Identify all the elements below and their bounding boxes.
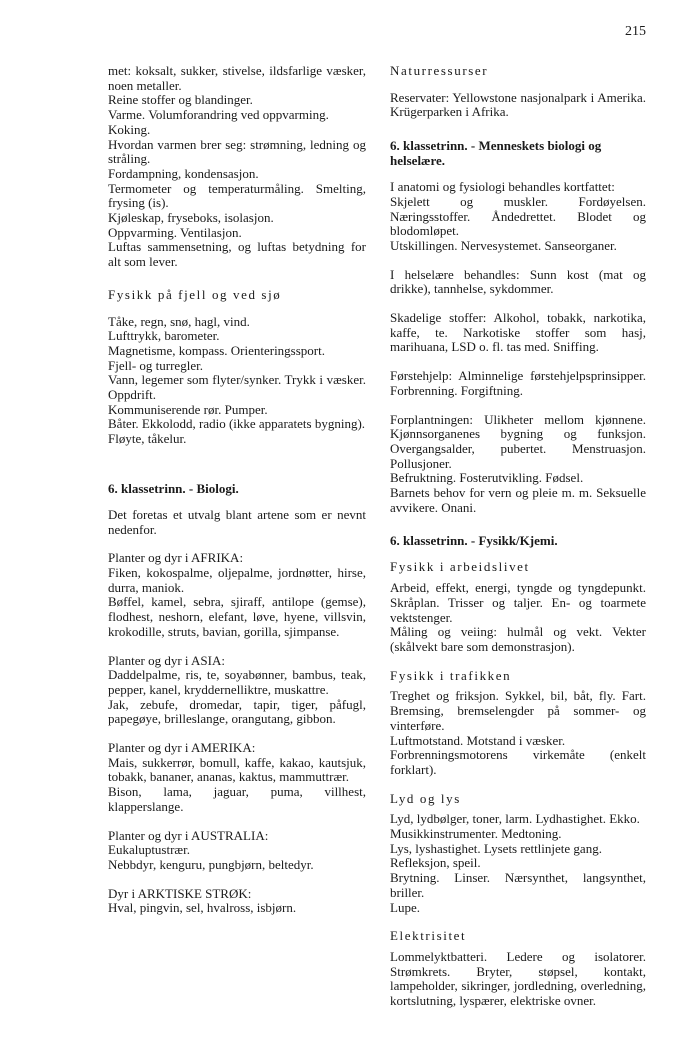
intro-line: Kjøleskap, fryseboks, isolasjon. bbox=[108, 210, 274, 226]
intro-line: Hvordan varmen brer seg: strømning, ledning og stråling. bbox=[108, 136, 366, 167]
amerika-line: Mais, sukkerrør, bomull, kaffe, kakao, kautsjuk, tobakk, bananer, ananas, kaktus, mammuttrær. bbox=[108, 754, 366, 785]
section-title-naturressurser: Naturressurser bbox=[390, 63, 489, 78]
menneskets-p5 bbox=[390, 413, 646, 516]
section-title-trafikken: Fysikk i trafikken bbox=[390, 667, 512, 683]
menneskets-p2: I helselære behandles: Sunn kost (mat og drikke), tannhelse, sykdommer. bbox=[390, 266, 646, 297]
arktiske-block bbox=[108, 887, 366, 916]
lyd-line: Lyd, lydbølger, toner, larm. Lydhastighet. Ekko. bbox=[390, 811, 640, 827]
trafikken-line: Forbrenningsmotorens virkemåte (enkelt forklart). bbox=[390, 747, 646, 777]
amerika-line: Bison, lama, jaguar, puma, villhest, klapperslange. bbox=[108, 784, 366, 814]
trafikken-line: Luftmotstand. Motstand i væsker. bbox=[390, 732, 566, 748]
elektrisitet-text: Lommelyktbatteri. Ledere og isolatorer. Strømkrets. Bryter, støpsel, kontakt, lampeholder, sikringer, jordledning, overledning, kortslutning, lyspærer, elektriske ovner. bbox=[390, 948, 646, 1009]
menneskets-p4: Førstehjelp: Alminnelige førstehjelpsprinsipper. Forbrenning. Forgiftning. bbox=[390, 368, 646, 398]
asia-block bbox=[108, 654, 366, 728]
menneskets-line: Forplantningen: Ulikheter mellom kjønnene. Kjønnsorganenes bygning og funksjon. Overgangsalder, pubertet. Menstruasjon. Pollusjoner. bbox=[390, 411, 646, 471]
asia-line: Planter og dyr i ASIA: bbox=[108, 652, 225, 668]
menneskets-line: Skjelett og muskler. Fordøyelsen. Næringsstoffer. Åndedrettet. Blodet og blodomløpet. bbox=[390, 193, 646, 239]
menneskets-line: I anatomi og fysiologi behandles kortfattet: bbox=[390, 179, 615, 195]
left-column bbox=[108, 64, 366, 916]
australia-block bbox=[108, 829, 366, 873]
page-number: 215 bbox=[625, 24, 646, 39]
section-title-fjell: Fysikk på fjell og ved sjø bbox=[108, 286, 282, 302]
afrika-line: Bøffel, kamel, sebra, sjiraff, antilope (gemse), flodhest, neshorn, elefant, løve, hyene, villsvin, krokodille, struts, bavian, gorilla, sjimpanse. bbox=[108, 594, 366, 639]
amerika-block bbox=[108, 741, 366, 815]
intro-line: Luftas sammensetning, og luftas betydning for alt som lever. bbox=[108, 239, 366, 270]
intro-line: Oppvarming. Ventilasjon. bbox=[108, 224, 242, 240]
lyd-line: Brytning. Linser. Nærsynthet, langsynthet, briller. bbox=[390, 870, 646, 900]
menneskets-p3: Skadelige stoffer: Alkohol, tobakk, narkotika, kaffe, te. Narkotiske stoffer som hasj, marihuana, LSD o. fl. tas med. Sniffing. bbox=[390, 310, 646, 355]
intro-line: Termometer og temperaturmåling. Smelting, frysing (is). bbox=[108, 180, 366, 211]
lyd-line: Refleksjon, speil. bbox=[390, 855, 481, 871]
menneskets-line: Utskillingen. Nervesystemet. Sanseorganer. bbox=[390, 237, 617, 253]
intro-line: met: koksalt, sukker, stivelse, ildsfarlige væsker, noen metaller. bbox=[108, 63, 366, 93]
menneskets-line: Befruktning. Fosterutvikling. Fødsel. bbox=[390, 470, 584, 486]
menneskets-p1 bbox=[390, 180, 646, 254]
arbeidslivet-line: Arbeid, effekt, energi, tyngde og tyngdepunkt. Skråplan. Trisser og taljer. En- og toarmete vektstenger. bbox=[390, 580, 646, 625]
intro-line: Varme. Volumforandring ved oppvarming. bbox=[108, 107, 329, 123]
fjell-line: Kommuniserende rør. Pumper. bbox=[108, 401, 268, 417]
australia-line: Nebbdyr, kenguru, pungbjørn, beltedyr. bbox=[108, 856, 314, 872]
intro-line: Koking. bbox=[108, 121, 151, 137]
arbeidslivet-line: Måling og veiing: hulmål og vekt. Vekter (skålvekt bare som demonstrasjon). bbox=[390, 624, 646, 654]
fjell-list bbox=[108, 315, 366, 447]
afrika-block bbox=[108, 551, 366, 639]
menneskets-line: Barnets behov for vern og pleie m. m. Seksuelle avvikere. Onani. bbox=[390, 485, 646, 515]
section-title-elektrisitet: Elektrisitet bbox=[390, 928, 467, 944]
afrika-line: Fiken, kokospalme, oljepalme, jordnøtter, hirse, durra, maniok. bbox=[108, 564, 366, 595]
heading-fysikk-kjemi: 6. klassetrinn. - Fysikk/Kjemi. bbox=[390, 533, 558, 549]
arbeidslivet-list bbox=[390, 581, 646, 655]
naturressurser-text: Reservater: Yellowstone nasjonalpark i Amerika. Krügerparken i Afrika. bbox=[390, 89, 646, 120]
australia-line: Eukaluptustrær. bbox=[108, 842, 190, 858]
fjell-line: Fjell- og turregler. bbox=[108, 357, 203, 373]
fjell-line: Vann, legemer som flyter/synker. Trykk i væsker. Oppdrift. bbox=[108, 372, 366, 403]
trafikken-list bbox=[390, 689, 646, 777]
fjell-line: Tåke, regn, snø, hagl, vind. bbox=[108, 313, 250, 329]
fjell-line: Lufttrykk, barometer. bbox=[108, 328, 220, 344]
biologi-intro: Det foretas et utvalg blant artene som er nevnt nedenfor. bbox=[108, 506, 366, 537]
afrika-line: Planter og dyr i AFRIKA: bbox=[108, 550, 244, 566]
asia-line: Jak, zebufe, dromedar, tapir, tiger, påfugl, papegøye, brilleslange, orangutang, gibbon. bbox=[108, 696, 366, 727]
intro-line: Fordampning, kondensasjon. bbox=[108, 165, 259, 181]
lyd-list bbox=[390, 812, 646, 915]
heading-menneskets-biologi: 6. klassetrinn. - Menneskets biologi og helselære. bbox=[390, 138, 602, 169]
fjell-line: Fløyte, tåkelur. bbox=[108, 431, 187, 447]
lyd-line: Musikkinstrumenter. Medtoning. bbox=[390, 826, 562, 842]
arktiske-line: Dyr i ARKTISKE STRØK: bbox=[108, 885, 252, 901]
section-title-arbeidslivet: Fysikk i arbeidslivet bbox=[390, 559, 530, 575]
arktiske-line: Hval, pingvin, sel, hvalross, isbjørn. bbox=[108, 900, 297, 916]
fjell-line: Båter. Ekkolodd, radio (ikke apparatets bygning). bbox=[108, 416, 366, 432]
trafikken-line: Treghet og friksjon. Sykkel, bil, båt, fly. Fart. Bremsing, bremselengder på sommer- og vinterføre. bbox=[390, 688, 646, 733]
intro-line: Reine stoffer og blandinger. bbox=[108, 92, 253, 108]
australia-line: Planter og dyr i AUSTRALIA: bbox=[108, 827, 269, 843]
section-title-lyd-og-lys: Lyd og lys bbox=[390, 790, 461, 806]
amerika-line: Planter og dyr i AMERIKA: bbox=[108, 740, 256, 756]
lyd-line: Lupe. bbox=[390, 899, 420, 915]
lyd-line: Lys, lyshastighet. Lysets rettlinjete gang. bbox=[390, 840, 602, 856]
right-column bbox=[390, 64, 646, 1009]
fjell-line: Magnetisme, kompass. Orienteringssport. bbox=[108, 342, 325, 358]
heading-biologi: 6. klassetrinn. - Biologi. bbox=[108, 480, 239, 496]
asia-line: Daddelpalme, ris, te, soyabønner, bambus, teak, pepper, kanel, kryddernelliktre, muskattre. bbox=[108, 667, 366, 697]
intro-list bbox=[108, 64, 366, 270]
